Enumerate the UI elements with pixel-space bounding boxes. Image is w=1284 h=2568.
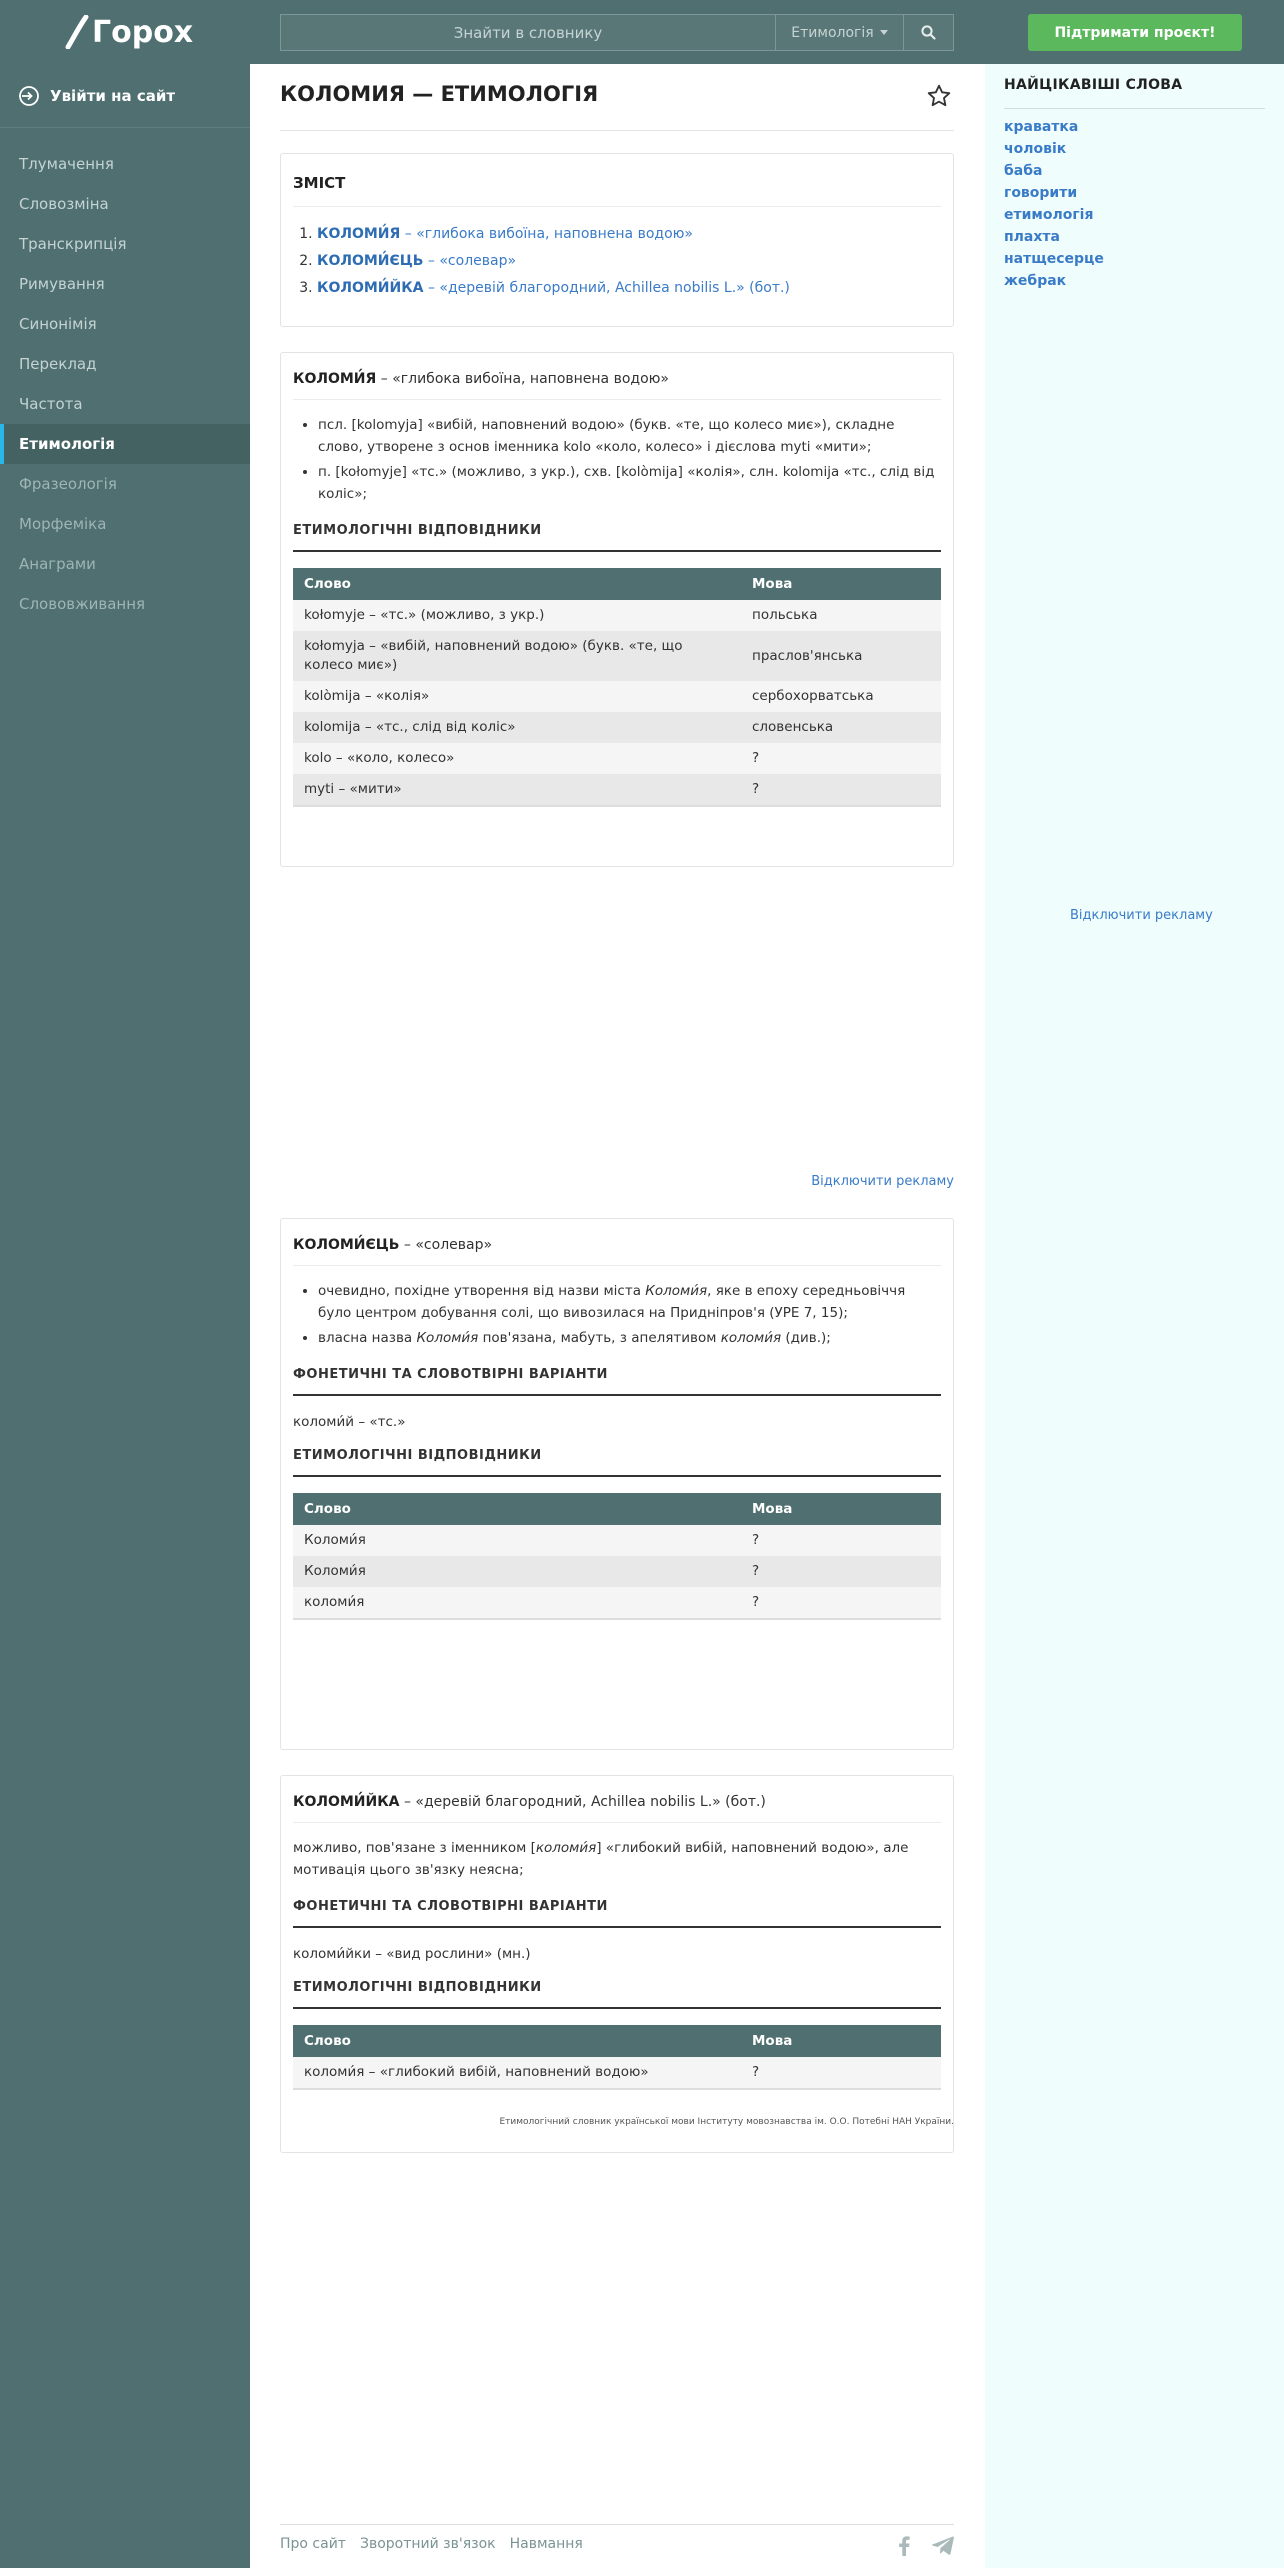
column-header-word: Слово <box>293 1493 741 1525</box>
toc-item <box>317 248 941 275</box>
variant-text: коломи́й – «тс.» <box>293 1414 406 1430</box>
table-row: kolomija – «тс., слід від коліс» словенська <box>293 712 941 743</box>
column-header-language: Мова <box>741 568 941 600</box>
section-label: ЕТИМОЛОГІЧНІ ВІДПОВІДНИКИ <box>293 1980 941 2009</box>
entry-card <box>280 1775 954 2153</box>
sidebar-item-chastota[interactable]: Частота <box>19 395 83 413</box>
column-header-word: Слово <box>293 568 741 600</box>
popular-words-list <box>1004 116 1104 292</box>
table-row: Коломи́я ? <box>293 1556 941 1587</box>
sidebar-item-rymuvannia[interactable]: Римування <box>19 275 105 293</box>
definition-item: • псл. [kolomyja] «вибій, наповнений водою» (букв. «те, що колесо миє»), складне слово, утворене з основ іменника kolo «коло, колесо» і дієслова myti «мити»; <box>318 414 941 458</box>
table-row: kolo – «коло, колесо» ? <box>293 743 941 774</box>
popular-words-title: НАЙЦІКАВІШІ СЛОВА <box>1004 77 1183 93</box>
toc-list <box>293 221 941 302</box>
table-row: коломи́я – «глибокий вибій, наповнений водою» ? <box>293 2057 941 2089</box>
table-row: myti – «мити» ? <box>293 774 941 806</box>
sidebar <box>0 64 250 2568</box>
entry-text: можливо, пов'язане з іменником [коломи́я] «глибокий вибій, наповнений водою», але мотивація цього зв'язку неясна; <box>293 1840 909 1878</box>
top-bar <box>0 0 1284 64</box>
login-label: Увійти на сайт <box>50 86 176 105</box>
sidebar-nav <box>0 144 250 624</box>
site-logo[interactable] <box>64 12 193 52</box>
variant-text: коломи́йки – «вид рослини» (мн.) <box>293 1946 531 1962</box>
disable-ads-link[interactable]: Відключити рекламу <box>1070 908 1213 923</box>
popular-word-link[interactable]: етимологія <box>1004 207 1094 223</box>
star-icon[interactable] <box>926 83 952 109</box>
toc-link[interactable]: КОЛОМИ́ЙКА – «деревій благородний, Achillea nobilis L.» (бот.) <box>317 280 790 296</box>
sidebar-item-pereklad[interactable]: Переклад <box>19 355 97 373</box>
section-label: ФОНЕТИЧНІ ТА СЛОВОТВІРНІ ВАРІАНТИ <box>293 1899 941 1928</box>
support-project-button[interactable]: Підтримати проєкт! <box>1028 14 1242 51</box>
pea-pod-icon <box>64 15 90 49</box>
entry-heading: КОЛОМИ́ЄЦЬ – «солевар» <box>293 1219 941 1266</box>
entry-heading: КОЛОМИ́ЙКА – «деревій благородний, Achillea nobilis L.» (бот.) <box>293 1776 941 1823</box>
etymology-table <box>293 568 941 807</box>
definition-item: • очевидно, похідне утворення від назви міста Коломи́я, яке в епоху середньовіччя було центром добування солі, що вивозилася на Придніпров'я (УРЕ 7, 15); <box>318 1280 941 1324</box>
section-label: ЕТИМОЛОГІЧНІ ВІДПОВІДНИКИ <box>293 523 941 552</box>
login-link[interactable] <box>0 64 250 128</box>
toc-item <box>317 221 941 248</box>
right-column <box>985 64 1284 2568</box>
search-input[interactable] <box>281 15 775 50</box>
table-row: kołomyja – «вибій, наповнений водою» (букв. «те, що колесо миє») праслов'янська <box>293 631 941 681</box>
popular-word-link[interactable]: жебрак <box>1004 273 1067 289</box>
popular-word-link[interactable]: краватка <box>1004 119 1079 135</box>
column-header-language: Мова <box>741 1493 941 1525</box>
toc-link[interactable]: КОЛОМИ́Я – «глибока вибоїна, наповнена водою» <box>317 226 693 242</box>
sidebar-item-slovozmina[interactable]: Словозміна <box>19 195 109 213</box>
table-row: Коломи́я ? <box>293 1525 941 1556</box>
etymology-table <box>293 2025 941 2090</box>
search-button[interactable] <box>903 15 953 50</box>
popular-word-link[interactable]: говорити <box>1004 185 1078 201</box>
definition-item: • власна назва Коломи́я пов'язана, мабуть, з апелятивом коломи́я (див.); <box>318 1327 941 1349</box>
toc-card <box>280 153 954 327</box>
sidebar-item-etymolohiia[interactable]: Етимологія <box>0 424 250 464</box>
facebook-icon[interactable] <box>898 2536 910 2556</box>
etymology-table <box>293 1493 941 1620</box>
sidebar-item-synonimiia[interactable]: Синонімія <box>19 315 97 333</box>
page-title: КОЛОМИЯ — ЕТИМОЛОГІЯ <box>280 82 599 106</box>
table-row: коломи́я ? <box>293 1587 941 1619</box>
entry-heading: КОЛОМИ́Я – «глибока вибоїна, наповнена водою» <box>293 353 941 400</box>
divider <box>1004 108 1265 109</box>
definition-list <box>293 1280 941 1349</box>
footer-link-about[interactable]: Про сайт <box>280 2536 346 2552</box>
section-label: ФОНЕТИЧНІ ТА СЛОВОТВІРНІ ВАРІАНТИ <box>293 1367 941 1396</box>
source-note: Етимологічний словник української мови Інституту мовознавства ім. О.О. Потебні НАН України. <box>499 2117 954 2127</box>
sidebar-item-frazeolohiia[interactable]: Фразеологія <box>19 475 117 493</box>
entry-card <box>280 1218 954 1750</box>
column-header-language: Мова <box>741 2025 941 2057</box>
sidebar-item-morfemika[interactable]: Морфеміка <box>19 515 107 533</box>
search-bar <box>280 14 954 51</box>
footer-link-feedback[interactable]: Зворотний зв'язок <box>359 2536 496 2552</box>
toc-title: ЗМІСТ <box>293 154 941 207</box>
popular-word-link[interactable]: баба <box>1004 163 1043 179</box>
popular-word-link[interactable]: плахта <box>1004 229 1060 245</box>
search-icon <box>921 25 936 40</box>
sidebar-item-slovovzhyvannia[interactable]: Слововживання <box>19 595 146 613</box>
caret-down-icon <box>880 30 888 35</box>
popular-word-link[interactable]: чоловік <box>1004 141 1067 157</box>
toc-link[interactable]: КОЛОМИ́ЄЦЬ – «солевар» <box>317 253 517 269</box>
table-row: kolòmija – «колія» сербохорватська <box>293 681 941 712</box>
footer-links <box>280 2536 583 2552</box>
search-mode-select[interactable] <box>775 15 903 50</box>
disable-ads-link[interactable]: Відключити рекламу <box>811 1174 954 1189</box>
logo-text: Горох <box>92 14 194 50</box>
definition-list <box>293 414 941 505</box>
definition-item: • п. [kołomyje] «тс.» (можливо, з укр.), схв. [kolòmija] «колія», слн. kolomija «тс., слід від коліс»; <box>318 461 941 505</box>
table-row: kołomyje – «тс.» (можливо, з укр.) польська <box>293 600 941 631</box>
sidebar-item-anahramy[interactable]: Анаграми <box>19 555 96 573</box>
divider <box>280 130 954 131</box>
toc-item <box>317 275 941 302</box>
footer-link-random[interactable]: Навмання <box>509 2536 583 2552</box>
search-mode-label: Етимологія <box>791 24 874 41</box>
popular-word-link[interactable]: натщесерце <box>1004 251 1104 267</box>
sidebar-item-tlumachennia[interactable]: Тлумачення <box>19 155 114 173</box>
divider <box>280 2524 954 2525</box>
section-label: ЕТИМОЛОГІЧНІ ВІДПОВІДНИКИ <box>293 1448 941 1477</box>
login-icon <box>18 85 40 107</box>
telegram-icon[interactable] <box>932 2536 954 2555</box>
sidebar-item-transkryptsiia[interactable]: Транскрипція <box>19 235 127 253</box>
column-header-word: Слово <box>293 2025 741 2057</box>
entry-card <box>280 352 954 867</box>
